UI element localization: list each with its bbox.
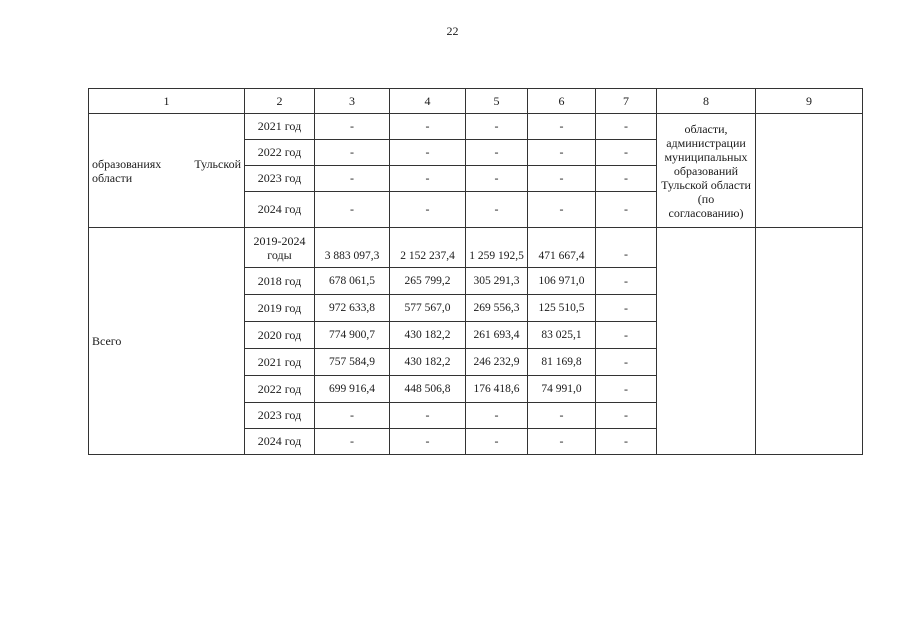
table-row [89,114,863,140]
cell-col-6: 81 169,8 [528,349,596,376]
block1-label-line1: образованиях Тульской [92,156,241,171]
year-cell: 2022 год [245,376,315,403]
block2-col-9 [756,228,863,455]
cell-col-5: - [466,403,528,429]
cell-col-6: 471 667,4 [528,228,596,268]
cell-col-6: - [528,192,596,228]
cell-col-6: - [528,114,596,140]
year-cell: 2022 год [245,140,315,166]
cell-col-4: 265 799,2 [390,268,466,295]
cell-col-6: - [528,403,596,429]
responsible-note: области, администрации муниципальных образований Тульской области (по согласованию) [657,114,756,228]
header-col-9: 9 [756,89,863,114]
cell-col-7: - [596,403,657,429]
block1-col-9 [756,114,863,228]
cell-col-3: - [315,403,390,429]
cell-col-5: - [466,114,528,140]
year-cell: 2018 год [245,268,315,295]
header-col-2: 2 [245,89,315,114]
cell-col-6: - [528,166,596,192]
header-col-5: 5 [466,89,528,114]
block1-label [89,114,245,228]
cell-col-4: 577 567,0 [390,295,466,322]
year-cell: 2024 год [245,192,315,228]
year-cell: 2023 год [245,166,315,192]
cell-col-6: 106 971,0 [528,268,596,295]
year-cell: 2020 год [245,322,315,349]
cell-col-4: - [390,192,466,228]
header-col-8: 8 [657,89,756,114]
cell-col-6: - [528,140,596,166]
block2-label: Всего [89,228,245,455]
cell-col-7: - [596,228,657,268]
header-col-7: 7 [596,89,657,114]
cell-col-3: 757 584,9 [315,349,390,376]
cell-col-4: 2 152 237,4 [390,228,466,268]
cell-col-3: - [315,192,390,228]
cell-col-7: - [596,268,657,295]
cell-col-7: - [596,140,657,166]
header-col-1: 1 [89,89,245,114]
cell-col-4: - [390,140,466,166]
cell-col-7: - [596,322,657,349]
cell-col-5: 305 291,3 [466,268,528,295]
cell-col-4: - [390,429,466,455]
cell-col-5: 246 232,9 [466,349,528,376]
cell-col-5: - [466,429,528,455]
year-cell: 2021 год [245,349,315,376]
cell-col-6: 74 991,0 [528,376,596,403]
cell-col-3: 3 883 097,3 [315,228,390,268]
cell-col-7: - [596,376,657,403]
cell-col-6: - [528,429,596,455]
block2-col-8 [657,228,756,455]
header-row [89,89,863,114]
cell-col-4: 448 506,8 [390,376,466,403]
cell-col-6: 125 510,5 [528,295,596,322]
cell-col-4: - [390,403,466,429]
year-cell: 2024 год [245,429,315,455]
funding-table [88,88,863,455]
block1-label-line2: области [92,170,133,185]
cell-col-3: - [315,166,390,192]
cell-col-5: - [466,192,528,228]
cell-col-3: 774 900,7 [315,322,390,349]
cell-col-5: - [466,166,528,192]
cell-col-3: 678 061,5 [315,268,390,295]
cell-col-3: - [315,140,390,166]
header-col-3: 3 [315,89,390,114]
cell-col-7: - [596,114,657,140]
header-col-4: 4 [390,89,466,114]
year-cell: 2023 год [245,403,315,429]
cell-col-6: 83 025,1 [528,322,596,349]
cell-col-4: - [390,114,466,140]
cell-col-4: 430 182,2 [390,322,466,349]
cell-col-5: 1 259 192,5 [466,228,528,268]
year-cell: 2021 год [245,114,315,140]
cell-col-3: - [315,429,390,455]
cell-col-7: - [596,192,657,228]
year-cell: 2019-2024 годы [245,228,315,268]
cell-col-7: - [596,429,657,455]
year-cell: 2019 год [245,295,315,322]
cell-col-7: - [596,166,657,192]
table-row [89,228,863,268]
cell-col-4: - [390,166,466,192]
cell-col-7: - [596,349,657,376]
header-col-6: 6 [528,89,596,114]
cell-col-3: 972 633,8 [315,295,390,322]
cell-col-7: - [596,295,657,322]
cell-col-5: 269 556,3 [466,295,528,322]
cell-col-5: 176 418,6 [466,376,528,403]
cell-col-5: 261 693,4 [466,322,528,349]
cell-col-3: - [315,114,390,140]
cell-col-3: 699 916,4 [315,376,390,403]
cell-col-4: 430 182,2 [390,349,466,376]
cell-col-5: - [466,140,528,166]
page-number: 22 [446,24,459,38]
